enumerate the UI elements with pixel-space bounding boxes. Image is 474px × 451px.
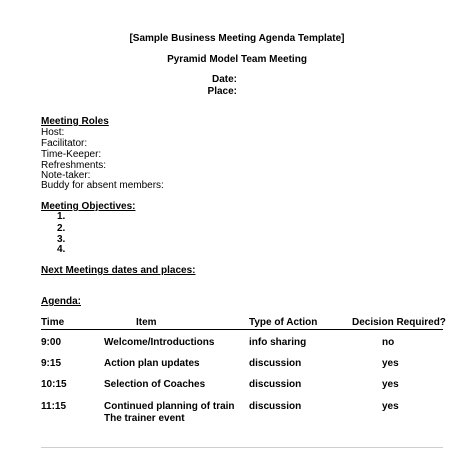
objective-4: 4.: [57, 244, 66, 255]
row-item: Action plan updates: [104, 358, 200, 369]
page-bottom-edge: [41, 447, 443, 448]
column-item: Item: [136, 317, 157, 328]
row-decision: yes: [382, 379, 399, 390]
column-decision-required: Decision Required?: [352, 317, 446, 328]
row-item: Selection of Coaches: [104, 379, 206, 390]
row-action: discussion: [249, 379, 302, 390]
column-type-of-action: Type of Action: [249, 317, 318, 328]
role-timekeeper: Time-Keeper:: [41, 149, 102, 160]
objectives-heading: Meeting Objectives:: [41, 201, 136, 212]
role-host: Host:: [41, 127, 65, 138]
table-header-rule: [41, 329, 443, 330]
row-item: [104, 401, 235, 424]
roles-heading: Meeting Roles: [41, 116, 109, 127]
row-item-line1: Continued planning of train: [104, 401, 235, 412]
row-decision: yes: [382, 401, 399, 412]
place-label: Place:: [207, 86, 237, 97]
row-decision: yes: [382, 358, 399, 369]
role-facilitator: Facilitator:: [41, 138, 88, 149]
objective-1: 1.: [57, 211, 66, 222]
objective-3: 3.: [57, 234, 66, 245]
column-time: Time: [41, 317, 65, 328]
agenda-heading: Agenda:: [41, 296, 81, 307]
date-label: Date:: [211, 74, 237, 85]
row-time: 9:00: [41, 337, 62, 348]
role-buddy: Buddy for absent members:: [41, 180, 164, 191]
row-action: info sharing: [249, 337, 307, 348]
template-title: [Sample Business Meeting Agenda Template]: [129, 33, 345, 44]
role-notetaker: Note-taker:: [41, 170, 91, 181]
role-refreshments: Refreshments:: [41, 160, 107, 171]
row-time: 11:15: [41, 401, 67, 412]
row-item: Welcome/Introductions: [104, 337, 215, 348]
row-item-line2: The trainer event: [104, 412, 185, 424]
row-decision: no: [382, 337, 395, 348]
row-action: discussion: [249, 401, 302, 412]
meeting-title: Pyramid Model Team Meeting: [167, 54, 307, 65]
row-action: discussion: [249, 358, 302, 369]
row-time: 10:15: [41, 379, 67, 390]
next-meetings-heading: Next Meetings dates and places:: [41, 265, 196, 276]
row-time: 9:15: [41, 358, 62, 369]
objective-2: 2.: [57, 223, 66, 234]
